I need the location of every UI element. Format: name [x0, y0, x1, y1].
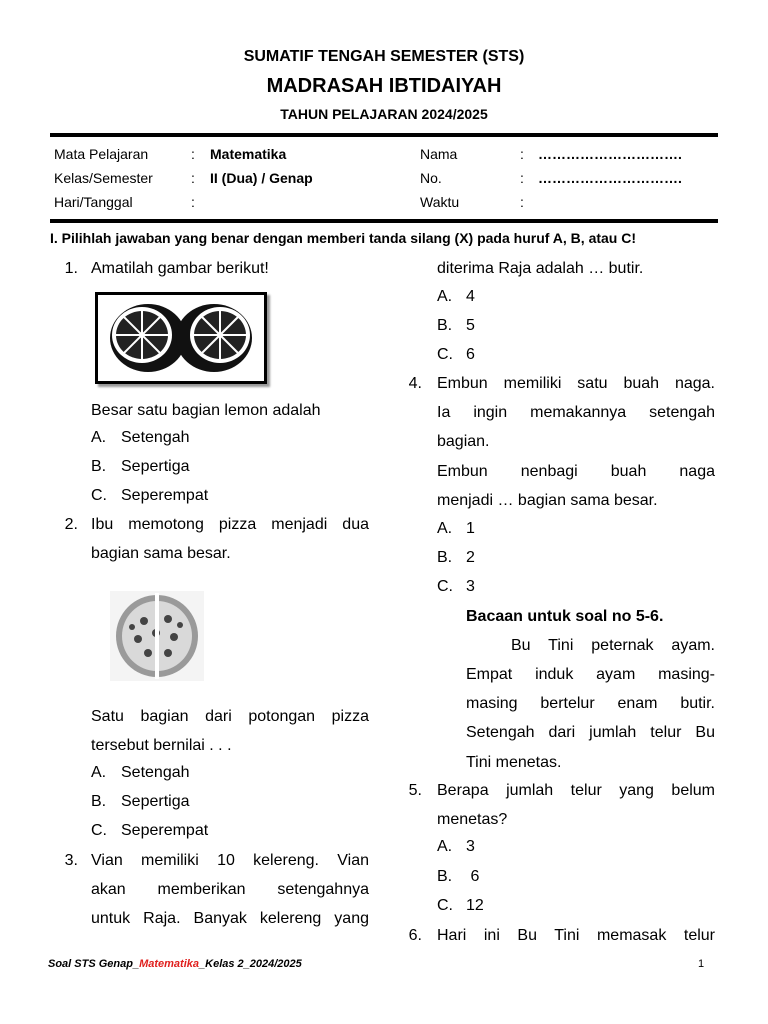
option-letter: C.	[91, 487, 107, 504]
question-text: Hari ini Bu Tini memasak telur	[437, 927, 715, 944]
option-letter: A.	[437, 838, 453, 855]
reading-text: Bu Tini peternak ayam.	[511, 637, 715, 654]
instruction: I. Pilihlah jawaban yang benar dengan memberi tanda silang (X) pada huruf A, B, atau C!	[50, 230, 637, 246]
footer-text	[48, 958, 302, 970]
question-text: bagian sama besar.	[91, 545, 231, 562]
info-sep: :	[191, 146, 195, 162]
option-a	[91, 758, 190, 787]
info-label: Hari/Tanggal	[54, 194, 133, 210]
question-text: Vian memiliki 10 kelereng. Vian	[91, 852, 369, 869]
question-text: bagian.	[437, 433, 490, 450]
question-text: Embun nenbagi buah naga	[437, 463, 715, 480]
info-label: Kelas/Semester	[54, 170, 153, 186]
info-right-value: ………………………….	[538, 170, 682, 186]
option-text: Sepertiga	[121, 458, 190, 475]
info-value: II (Dua) / Genap	[210, 170, 313, 186]
option-text: 4	[466, 288, 475, 305]
option-letter: A.	[91, 429, 107, 446]
option-letter: C.	[437, 578, 453, 595]
option-a	[91, 423, 190, 452]
option-b	[91, 452, 190, 481]
question-number: 4.	[408, 375, 422, 392]
question-number: 6.	[408, 927, 422, 944]
option-c	[437, 891, 484, 920]
reading-title: Bacaan untuk soal no 5-6.	[466, 608, 664, 625]
option-c	[437, 340, 475, 369]
pizza-image	[110, 591, 204, 681]
option-a	[437, 282, 475, 311]
page-number: 1	[698, 958, 705, 970]
question-text: tersebut bernilai . . .	[91, 737, 232, 754]
info-row	[54, 190, 714, 214]
option-text: Setengah	[121, 429, 190, 446]
lemon-image	[95, 292, 267, 384]
info-sep: :	[191, 170, 195, 186]
option-letter: B.	[437, 317, 453, 334]
question-text: untuk Raja. Banyak kelereng yang	[91, 910, 369, 927]
question-number: 2.	[64, 516, 78, 533]
question-text: Amatilah gambar berikut!	[91, 260, 269, 277]
option-text: Seperempat	[121, 487, 209, 504]
info-row	[54, 142, 714, 166]
option-letter: B.	[437, 549, 453, 566]
question-number: 1.	[64, 260, 78, 277]
info-right-label: No.	[420, 170, 442, 186]
question-number: 3.	[64, 852, 78, 869]
option-text: 5	[466, 317, 475, 334]
option-a	[437, 832, 475, 861]
option-a	[437, 514, 475, 543]
lemon-halves-illustration	[98, 295, 264, 381]
reading-text: masing bertelur enam butir.	[466, 695, 715, 712]
reading-text: Empat induk ayam masing-	[466, 666, 715, 683]
option-c	[91, 481, 209, 510]
info-table	[54, 142, 714, 214]
info-row	[54, 166, 714, 190]
info-value: Matematika	[210, 146, 287, 162]
option-b	[437, 311, 475, 340]
footer-prefix: Soal STS Genap_	[48, 958, 140, 970]
option-letter: C.	[437, 346, 453, 363]
option-text: 2	[466, 549, 475, 566]
exam-title: SUMATIF TENGAH SEMESTER (STS)	[243, 48, 525, 65]
info-right-label: Nama	[420, 146, 458, 162]
footer-subject: Matematika	[139, 958, 200, 970]
question-text: diterima Raja adalah … butir.	[437, 260, 644, 277]
info-sep: :	[191, 194, 195, 210]
option-text: 6	[466, 346, 475, 363]
option-text: 3	[466, 838, 475, 855]
option-b	[437, 862, 480, 891]
option-letter: B.	[91, 458, 107, 475]
footer-suffix: _Kelas 2_2024/2025	[199, 958, 302, 970]
option-text: Setengah	[121, 764, 190, 781]
question-text: akan memberikan setengahnya	[91, 881, 369, 898]
option-b	[437, 543, 475, 572]
option-b	[91, 787, 190, 816]
question-text: Ia ingin memakannya setengah	[437, 404, 715, 421]
info-right-sep: :	[520, 194, 524, 210]
question-text: menetas?	[437, 811, 508, 828]
info-right-sep: :	[520, 146, 524, 162]
option-text: 6	[466, 868, 480, 885]
option-text: 3	[466, 578, 475, 595]
question-text: menjadi … bagian sama besar.	[437, 492, 658, 509]
bottom-rule	[50, 219, 718, 223]
question-number: 5.	[408, 782, 422, 799]
academic-year: TAHUN PELAJARAN 2024/2025	[280, 106, 488, 122]
info-right-value: ………………………….	[538, 146, 682, 162]
option-text: Sepertiga	[121, 793, 190, 810]
option-letter: A.	[437, 520, 453, 537]
option-letter: A.	[91, 764, 107, 781]
question-text: Satu bagian dari potongan pizza	[91, 708, 369, 725]
reading-text: Tini menetas.	[466, 754, 562, 771]
option-text: 12	[466, 897, 484, 914]
question-text: Embun memiliki satu buah naga.	[437, 375, 715, 392]
option-text: Seperempat	[121, 822, 209, 839]
info-right-label: Waktu	[420, 194, 460, 210]
option-c	[91, 816, 209, 845]
option-letter: A.	[437, 288, 453, 305]
reading-text: Setengah dari jumlah telur Bu	[466, 724, 715, 741]
option-text: 1	[466, 520, 475, 537]
option-letter: C.	[437, 897, 453, 914]
info-right-sep: :	[520, 170, 524, 186]
option-letter: C.	[91, 822, 107, 839]
school-name: MADRASAH IBTIDAIYAH	[266, 75, 502, 97]
question-text: Berapa jumlah telur yang belum	[437, 782, 715, 799]
question-text: Besar satu bagian lemon adalah	[91, 402, 321, 419]
pizza-halves-illustration	[110, 591, 204, 681]
question-text: Ibu memotong pizza menjadi dua	[91, 516, 369, 533]
top-rule	[50, 133, 718, 137]
option-letter: B.	[91, 793, 107, 810]
info-label: Mata Pelajaran	[54, 146, 149, 162]
option-letter: B.	[437, 868, 453, 885]
option-c	[437, 572, 475, 601]
